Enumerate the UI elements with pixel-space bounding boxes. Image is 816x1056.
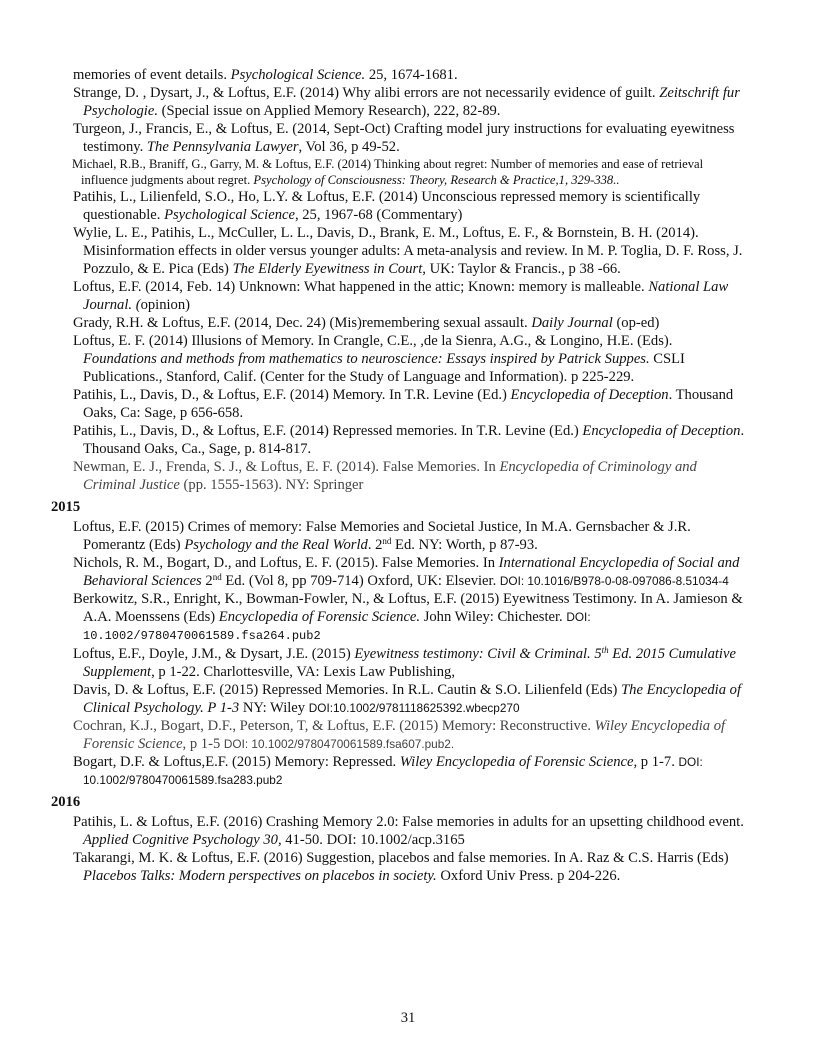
source-title: Eyewitness testimony: Civil & Criminal. 5 — [354, 646, 602, 662]
source-title: Encyclopedia of Criminology and Criminal Justice — [83, 459, 697, 493]
reference-entry — [55, 590, 745, 645]
reference-text: Ed. (Vol 8, pp 709-714) Oxford, UK: Elsevier. — [221, 573, 500, 589]
reference-entry — [55, 278, 745, 314]
reference-text: Turgeon, J., Francis, E., & Loftus, E. (2014, Sept-Oct) Crafting model jury instructions for evaluating eyewitness testimony. — [73, 121, 735, 155]
reference-entry — [55, 458, 745, 494]
reference-text: (pp. 1555-1563). NY: Springer — [179, 477, 364, 493]
reference-text: memories of event details. — [73, 67, 231, 83]
year-heading: 2015 — [51, 499, 81, 515]
reference-text: (op-ed) — [612, 315, 660, 331]
reference-text: Oxford Univ Press. p 204-226. — [436, 868, 621, 884]
reference-text: Wylie, L. E., Patihis, L., McCuller, L. L., Davis, D., Brank, E. M., Loftus, E. F., & Bornstein, B. H. (2014). Misinformation effects in older versus younger adults: A meta-analysis and review. In M. P. Toglia, D. F. Ross, J. Pozzulo, & E. Pica (Eds) — [73, 225, 743, 277]
doi-text: DOI: — [566, 610, 591, 624]
source-title: Daily Journal — [531, 315, 613, 331]
source-title: Psychological Science. — [230, 67, 366, 83]
reference-entry — [55, 314, 745, 332]
reference-text: Bogart, D.F. & Loftus,E.F. (2015) Memory: Repressed. — [73, 754, 400, 770]
reference-list — [51, 66, 745, 885]
reference-text: . Thousand Oaks, Ca: Sage, p 656-658. — [83, 387, 734, 421]
source-title: The Elderly Eyewitness in Court, — [232, 261, 426, 277]
reference-text: (Special issue on Applied Memory Research), 222, 82-89. — [157, 103, 501, 119]
reference-text: Loftus, E.F. (2014, Feb. 14) Unknown: What happened in the attic; Known: memory is malleable. — [73, 279, 649, 295]
reference-text: . Thousand Oaks, Ca., Sage, p. 814-817. — [83, 423, 745, 457]
reference-entry — [55, 645, 745, 681]
reference-text: Patihis, L. & Loftus, E.F. (2016) Crashing Memory 2.0: False memories in adults for an upsetting childhood event. — [73, 814, 744, 830]
reference-text: , p 1-22. Charlottesville, VA: Lexis Law Publishing, — [151, 664, 455, 680]
reference-entry — [55, 813, 745, 849]
source-title: Wiley Encyclopedia of Forensic Science, — [399, 754, 638, 770]
reference-entry — [55, 422, 745, 458]
doi-text: DOI:10.1002/9781118625392.wbecp270 — [308, 701, 520, 715]
reference-text: Loftus, E. F. (2014) Illusions of Memory. In Crangle, C.E., ,de la Sienra, A.G., & Longino, H.E. (Eds). — [73, 333, 673, 349]
source-title: Zeitschrift fur Psychologie. — [83, 85, 740, 119]
reference-entry — [55, 518, 745, 554]
doi-text: DOI: 10.1002/9780470061589.fsa607.pub2. — [223, 737, 455, 751]
reference-text: , Vol 36, p 49-52. — [298, 139, 400, 155]
reference-text: , 25, 1967-68 (Commentary) — [294, 207, 463, 223]
reference-text: 25, 1674-1681. — [365, 67, 458, 83]
reference-text: Takarangi, M. K. & Loftus, E.F. (2016) Suggestion, placebos and false memories. In A. Raz & C.S. Harris (Eds) — [73, 850, 729, 866]
reference-text: opinion) — [140, 297, 191, 313]
reference-entry — [55, 224, 745, 278]
reference-entry — [55, 849, 745, 885]
reference-entry — [55, 66, 745, 84]
reference-text: p 1-7. — [637, 754, 679, 770]
reference-text: 41-50. DOI: 10.1002/acp.3165 — [281, 832, 465, 848]
doi-text: DOI: 10.1002/9780470061589.fsa283.pub2 — [83, 755, 703, 787]
reference-entry — [55, 120, 745, 156]
reference-text: Ed. NY: Worth, p 87-93. — [391, 537, 538, 553]
source-title: Encyclopedia of Forensic Science. — [218, 609, 421, 625]
reference-text: Strange, D. , Dysart, J., & Loftus, E.F. (2014) Why alibi errors are not necessarily evidence of guilt. — [73, 85, 660, 101]
reference-text: Cochran, K.J., Bogart, D.F., Peterson, T, & Loftus, E.F. (2015) Memory: Reconstructive. — [73, 718, 595, 734]
reference-text: 2 — [201, 573, 213, 589]
source-title: Wiley Encyclopedia of Forensic Science — [83, 718, 726, 752]
source-title: National Law Journal. ( — [83, 279, 729, 313]
reference-entry — [55, 84, 745, 120]
source-title: The Pennsylvania Lawyer — [146, 139, 299, 155]
source-title: Encyclopedia of Deception — [510, 387, 669, 403]
reference-entry — [55, 386, 745, 422]
reference-text: Newman, E. J., Frenda, S. J., & Loftus, E. F. (2014). False Memories. In — [73, 459, 500, 475]
doi-text: 10.1002/9780470061589.fsa264.pub2 — [83, 629, 321, 643]
source-title: th — [601, 645, 609, 655]
page-number: 31 — [400, 1010, 416, 1026]
source-title: Psychology and the Real World — [184, 537, 368, 553]
source-title: International Encyclopedia of Social and Behavioral Sciences — [83, 555, 740, 589]
reference-text: , p 1-5 — [182, 736, 224, 752]
reference-text: CSLI Publications., Stanford, Calif. (Center for the Study of Language and Information). p 225-229. — [83, 351, 685, 385]
reference-text: Patihis, L., Lilienfeld, S.O., Ho, L.Y. & Loftus, E.F. (2014) Unconscious repressed memory is scientifically questionable. — [73, 189, 701, 223]
reference-text: Loftus, E.F. (2015) Crimes of memory: False Memories and Societal Justice, In M.A. Gernsbacher & J.R. Pomerantz (Eds) — [73, 519, 691, 553]
reference-text: nd — [212, 572, 222, 582]
reference-entry — [55, 188, 745, 224]
doi-text: DOI: 10.1016/B978-0-08-097086-8.51034-4 — [499, 574, 729, 588]
reference-text: Michael, R.B., Braniff, G., Garry, M. & Loftus, E.F. (2014) Thinking about regret: Number of memories and ease of retrieval influence judgments about regret. — [72, 157, 704, 187]
reference-text: NY: Wiley — [239, 700, 309, 716]
source-title: Ed. 2015 Cumulative Supplement — [83, 646, 736, 680]
reference-text: UK: Taylor & Francis., p 38 -66. — [425, 261, 621, 277]
reference-text: Berkowitz, S.R., Enright, K., Bowman-Fowler, N., & Loftus, E.F. (2015) Eyewitness Testimony. In A. Jamieson & A.A. Moenssens (Eds) — [73, 591, 743, 625]
reference-text: John Wiley: Chichester. — [420, 609, 567, 625]
reference-text: Nichols, R. M., Bogart, D., and Loftus, E. F. (2015). False Memories. In — [73, 555, 499, 571]
reference-text: . 2 — [367, 537, 383, 553]
reference-entry — [55, 681, 745, 717]
reference-text: Grady, R.H. & Loftus, E.F. (2014, Dec. 24) (Mis)remembering sexual assault. — [73, 315, 532, 331]
source-title: Psychological Science — [164, 207, 295, 223]
reference-text: Davis, D. & Loftus, E.F. (2015) Repressed Memories. In R.L. Cautin & S.O. Lilienfeld (Eds) — [73, 682, 622, 698]
reference-text: Patihis, L., Davis, D., & Loftus, E.F. (2014) Repressed memories. In T.R. Levine (Ed.) — [73, 423, 583, 439]
source-title: Psychology of Consciousness: Theory, Research & Practice,1, 329-338.. — [253, 173, 620, 187]
source-title: Placebos Talks: Modern perspectives on placebos in society. — [83, 868, 437, 884]
source-title: Applied Cognitive Psychology 30, — [83, 832, 282, 848]
reference-entry — [55, 717, 745, 753]
reference-entry — [55, 156, 745, 188]
reference-entry — [55, 332, 745, 386]
reference-text: Patihis, L., Davis, D., & Loftus, E.F. (2014) Memory. In T.R. Levine (Ed.) — [73, 387, 511, 403]
reference-text: nd — [382, 536, 392, 546]
source-title: The Encyclopedia of Clinical Psychology. P 1-3 — [83, 682, 742, 716]
year-heading: 2016 — [51, 794, 81, 810]
source-title: Encyclopedia of Deception — [582, 423, 741, 439]
reference-text: Loftus, E.F., Doyle, J.M., & Dysart, J.E. (2015) — [73, 646, 355, 662]
reference-entry — [55, 554, 745, 590]
source-title: Foundations and methods from mathematics to neuroscience: Essays inspired by Patrick Suppes. — [83, 351, 650, 367]
reference-entry — [55, 753, 745, 789]
